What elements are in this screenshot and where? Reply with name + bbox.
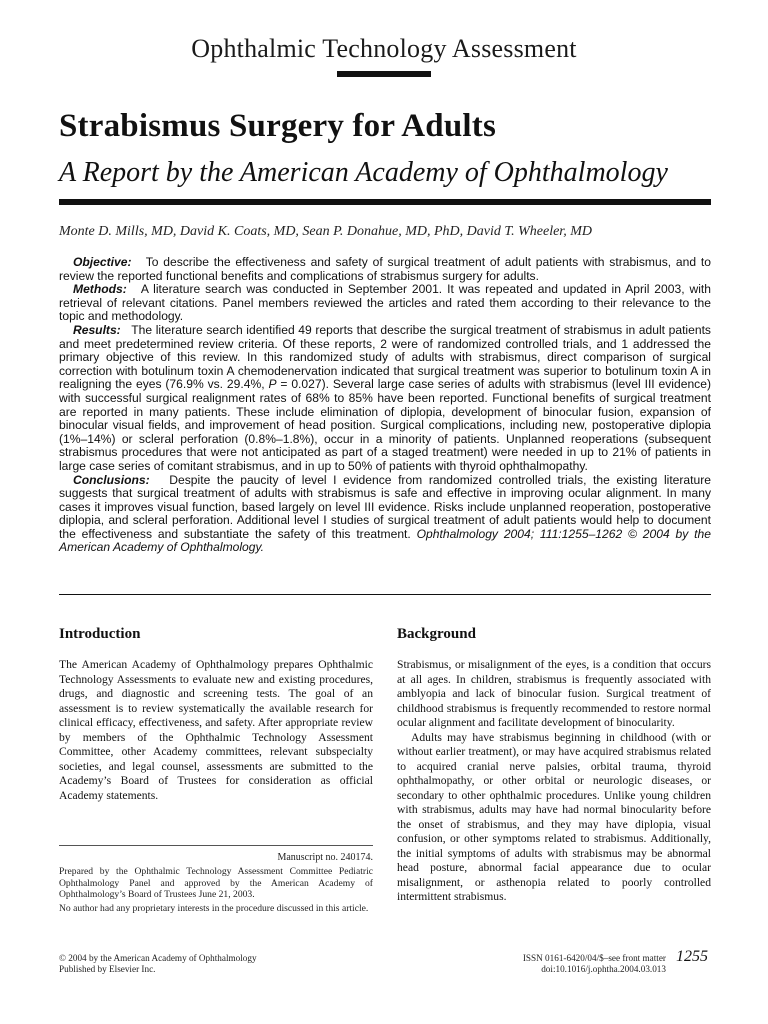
article-subtitle: A Report by the American Academy of Ophthalmology xyxy=(59,157,668,188)
footnotes xyxy=(59,866,373,916)
results-p-symbol: P xyxy=(268,377,277,392)
footer-copyright-block xyxy=(59,953,257,976)
conclusions-label: Conclusions: xyxy=(73,472,150,487)
footer-issn-block xyxy=(470,953,666,976)
journal-section-title: Ophthalmic Technology Assessment xyxy=(191,34,577,63)
abstract-divider xyxy=(59,594,711,595)
footer-copyright: © 2004 by the American Academy of Ophthalmology xyxy=(59,953,257,963)
background-body xyxy=(397,658,711,905)
title-divider xyxy=(59,199,711,205)
background-heading: Background xyxy=(397,626,476,642)
abstract-results xyxy=(59,324,711,474)
results-label: Results: xyxy=(73,322,121,337)
abstract-citation: Ophthalmology 2004; 111:1255–1262 © 2004 by the American Academy of Ophthalmology. xyxy=(59,526,711,555)
footer-publisher: Published by Elsevier Inc. xyxy=(59,964,156,975)
page-number: 1255 xyxy=(676,948,708,965)
background-paragraph-2: Adults may have strabismus beginning in childhood (with or without earlier treatment), or may have acquired strabismus related to acquired cranial nerve palsies, orbital trauma, thyroid ophthalmopathy, or other orbital or neurologic diseases, or secondary to other ophthalmic procedures. Unlike young children with strabismus, adults may have had normal binocularity before the onset of strabismus, and they may have diplopia, visual confusion, or other symptoms related to strabismus. Additionally, the initial symptoms of adults with strabismus may be abnormal head posture, abnormal facial appearance due to ocular misalignment, or asthenopia related to poorly controlled intermittent strabismus. xyxy=(397,730,711,903)
article-title: Strabismus Surgery for Adults xyxy=(59,108,496,144)
methods-text: A literature search was conducted in September 2001. It was repeated and updated in April 2003, with retrieval of relevant citations. Panel members reviewed the articles and rated them according to their relevance to the topic and methodology. xyxy=(59,282,711,324)
footer-issn: ISSN 0161-6420/04/$–see front matter xyxy=(522,953,666,963)
abstract-objective xyxy=(59,256,711,283)
abstract-methods xyxy=(59,283,711,324)
results-text-a: The literature search identified 49 reports that describe the surgical treatment of strabismus in adult patients and meet predetermined review criteria. Of these reports, 2 were of randomized controlled trials, and 1 addressed the primary objective of this review. In this randomized study of adults with strabismus, direct comparison of surgical correction with botulinum toxin A chemodenervation indicated that surgical treatment was superior to botulinum toxin A in realigning the eyes (76.9% vs. 29.4%, xyxy=(59,322,711,392)
introduction-heading: Introduction xyxy=(59,626,141,642)
abstract xyxy=(59,256,711,555)
journal-title-bar xyxy=(337,71,431,77)
footnote-interest: No author had any proprietary interests in the procedure discussed in this article. xyxy=(59,902,369,914)
footer-doi: doi:10.1016/j.ophtha.2004.03.013 xyxy=(541,964,666,975)
methods-label: Methods: xyxy=(73,282,127,297)
conclusions-text: Despite the paucity of level I evidence from randomized controlled trials, the existing literature suggests that surgical treatment of adults with strabismus is safe and effective in improving ocular alignment. In many cases it improves visual function, based largely on level III evidence. Risks include unplanned reoperation, postoperative diplopia, and scleral perforation. Additional level I studies of surgical treatment of adult patients would help to document the effectiveness and substantiate the safety of this treatment. xyxy=(59,472,711,541)
objective-label: Objective: xyxy=(73,255,132,269)
manuscript-number: Manuscript no. 240174. xyxy=(277,852,373,863)
introduction-paragraph: The American Academy of Ophthalmology prepares Ophthalmic Technology Assessments to evaluate new and existing procedures, drugs, and diagnostic and screening tests. The goal of an assessment is to review systematically the available research for clinical efficacy, effectiveness, and safety. After appropriate review by members of the Ophthalmic Technology Assessment Committee, other Academy committees, relevant subspecialty societies, and legal counsel, assessments are submitted to the Academy’s Board of Trustees for consideration as official Academy statements. xyxy=(59,658,373,802)
abstract-conclusions xyxy=(59,474,711,556)
footnote-prepared: Prepared by the Ophthalmic Technology Assessment Committee Pediatric Ophthalmology Panel and approved by the American Academy of Ophthalmology’s Board of Trustees June 21, 2003. xyxy=(59,866,373,901)
introduction-body xyxy=(59,658,373,803)
author-list: Monte D. Mills, MD, David K. Coats, MD, Sean P. Donahue, MD, PhD, David T. Wheeler, MD xyxy=(59,224,592,239)
background-paragraph-1: Strabismus, or misalignment of the eyes, is a condition that occurs at all ages. In children, strabismus is frequently associated with amblyopia and lack of binocular fusion. Surgical treatment of childhood strabismus is frequently recommended to restore normal ocular alignment and facilitate development of binocularity. xyxy=(397,658,711,729)
results-text-b: = 0.027). Several large case series of adults with strabismus (level III evidence) with successful surgical realignment rates of 68% to 85% have been reported. Functional benefits of surgical treatment are reported in many patients. These include elimination of diplopia, development of binocular fusion, expansion of binocular visual fields, and improvement of head position. Surgical complications, including new, postoperative diplopia (1%–14%) or scleral perforation (0.8%–1.8%), occur in a minority of patients. Unplanned reoperations (subsequent strabismus procedures that were not anticipated as part of a staged treatment) were needed in up to 21% of patients in large case series of comitant strabismus, and in up to 50% of patients with thyroid ophthalmopathy. xyxy=(59,377,711,473)
objective-text: To describe the effectiveness and safety of surgical treatment of adult patients with strabismus, and to review the reported functional benefits and complications of strabismus surgery for adults. xyxy=(59,255,711,283)
footnote-divider xyxy=(59,845,373,846)
